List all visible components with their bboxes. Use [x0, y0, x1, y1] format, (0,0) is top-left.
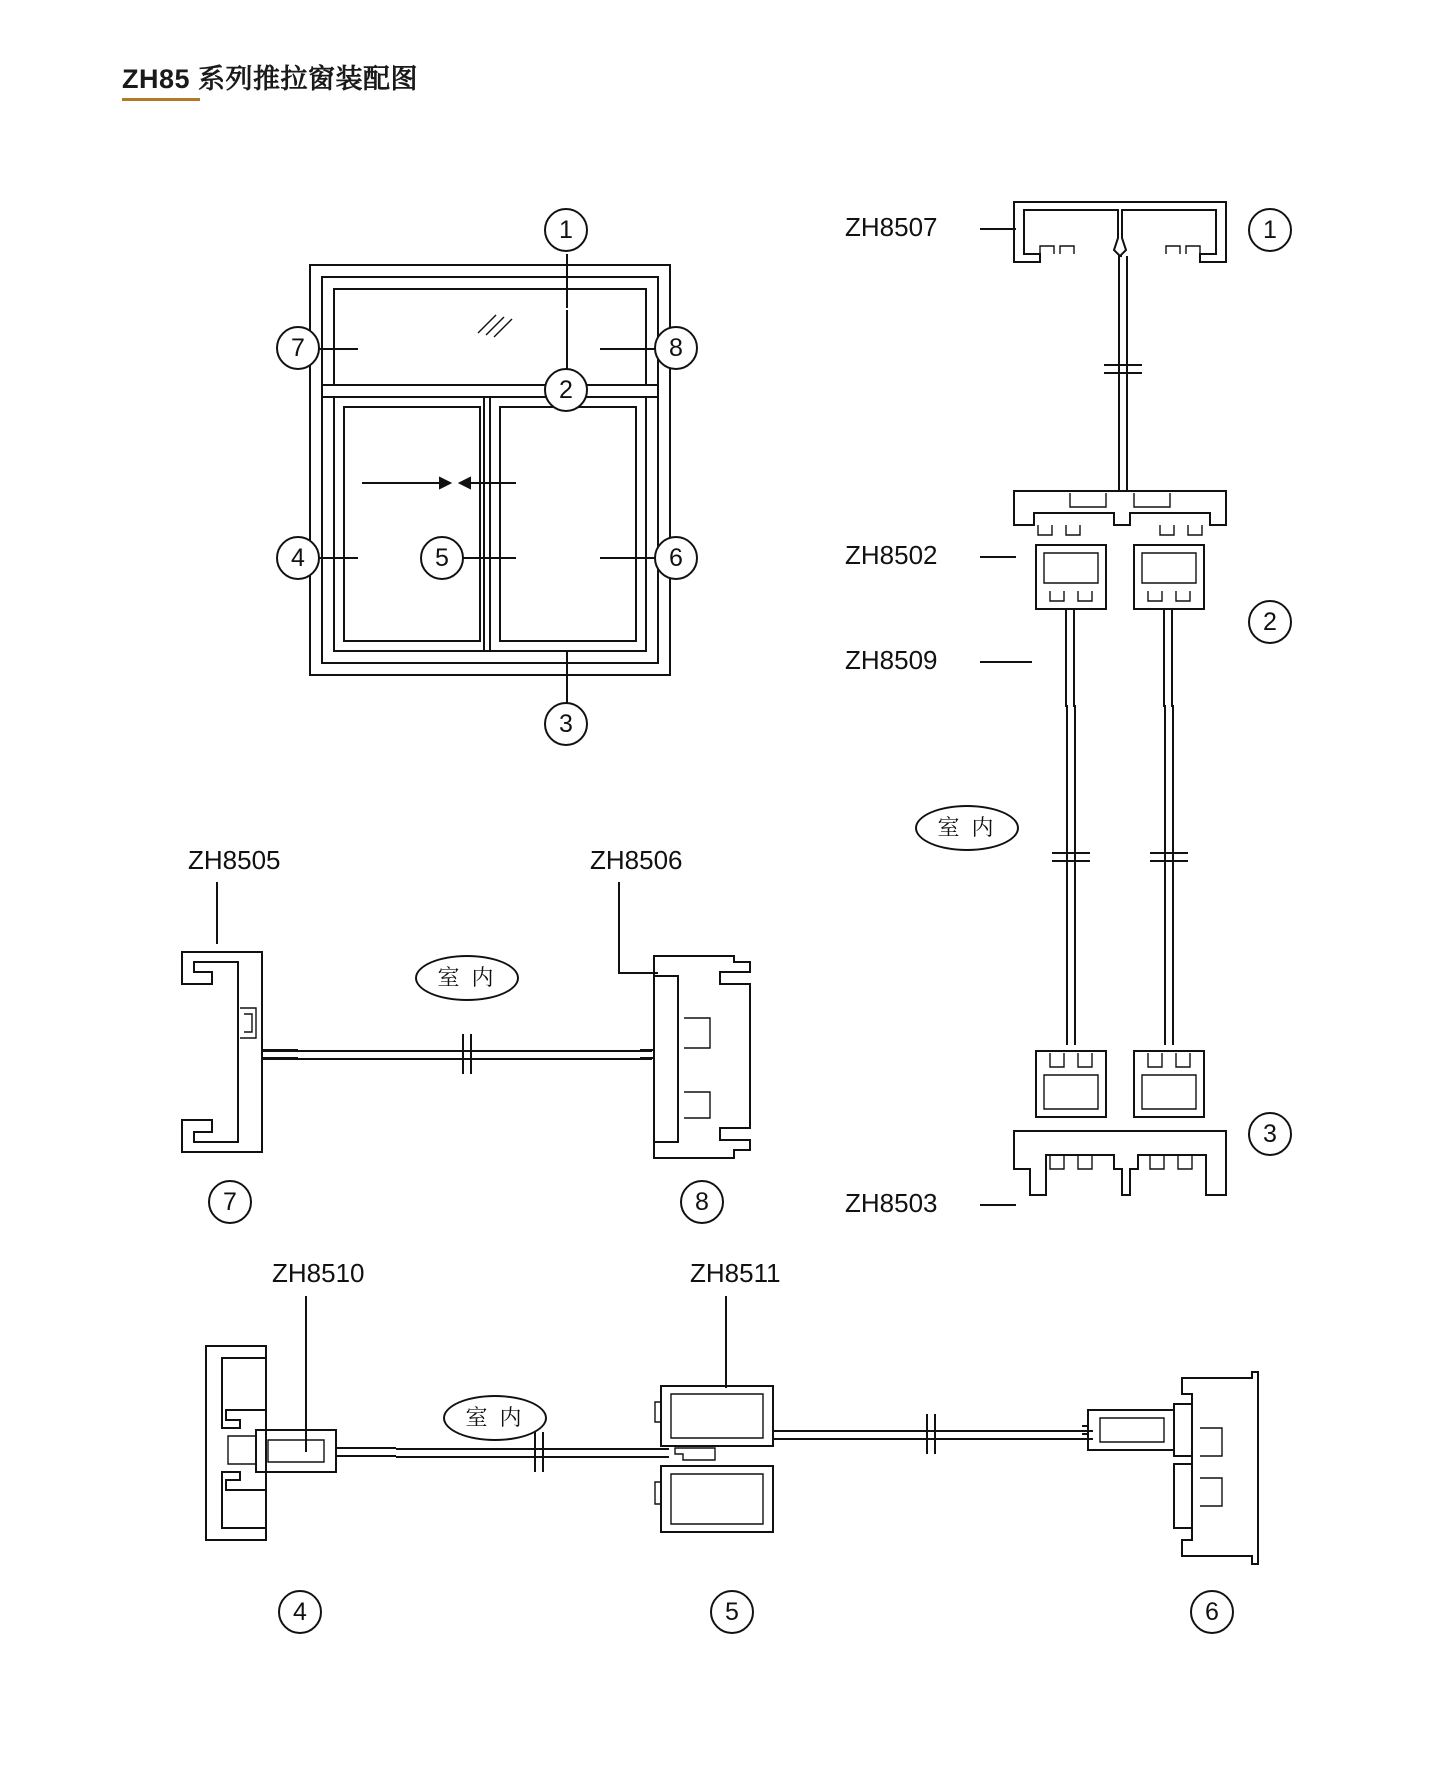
break-mark-3 [1052, 852, 1090, 854]
break-mark-h-2 [470, 1034, 472, 1074]
break-mark-4 [1052, 860, 1090, 862]
callout-5-section[interactable]: 5 [710, 1590, 754, 1634]
section-detail-1-head [1010, 198, 1240, 288]
interior-label-middle: 室 内 [415, 955, 519, 1001]
label-zh8506: ZH8506 [590, 845, 683, 875]
break-mark-h-4 [542, 1432, 544, 1472]
break-mark-h-1 [462, 1034, 464, 1074]
glass-run-2 [1074, 705, 1076, 1045]
elevation-leader-6 [600, 557, 658, 559]
callout-4-elevation[interactable]: 4 [276, 536, 320, 580]
section-detail-6-jamb [1082, 1368, 1262, 1568]
label-zh8510: ZH8510 [272, 1258, 365, 1288]
elevation-leader-2 [566, 310, 568, 370]
label-zh8511: ZH8511 [690, 1258, 781, 1288]
glass-run-4 [1172, 705, 1174, 1045]
section-break-mark-1 [1104, 364, 1142, 366]
leader-zh8502 [980, 556, 1016, 558]
callout-2-section[interactable]: 2 [1248, 600, 1292, 644]
label-zh8505: ZH8505 [188, 845, 281, 875]
callout-6-section[interactable]: 6 [1190, 1590, 1234, 1634]
glass-run-3 [1164, 705, 1166, 1045]
break-mark-h-6 [934, 1414, 936, 1454]
glass-h-7-1 [262, 1050, 652, 1052]
elevation-drawing [300, 255, 680, 685]
glass-h-4-2 [396, 1456, 666, 1458]
leader-zh8503 [980, 1204, 1016, 1206]
section-glass-line-left [1118, 256, 1120, 492]
label-zh8503: ZH8503 [845, 1188, 938, 1218]
section-detail-7-jamb [178, 942, 298, 1162]
label-zh8507: ZH8507 [845, 212, 938, 242]
leader-zh8505 [216, 882, 218, 944]
elevation-leader-1 [566, 254, 568, 308]
leader-zh8511 [725, 1296, 727, 1388]
section-detail-3-sill [1010, 1045, 1240, 1205]
leader-zh8506-v [618, 882, 620, 974]
section-glass-line-right [1126, 256, 1128, 492]
leader-zh8509 [980, 661, 1032, 663]
glass-h-5-1 [655, 1448, 669, 1450]
break-mark-h-3 [534, 1432, 536, 1472]
callout-3-elevation[interactable]: 3 [544, 702, 588, 746]
interior-label-vertical: 室 内 [915, 805, 1019, 851]
label-zh8502: ZH8502 [845, 540, 938, 570]
elevation-leader-3 [566, 650, 568, 704]
glass-h-4-1 [396, 1448, 666, 1450]
callout-2-elevation[interactable]: 2 [544, 368, 588, 412]
section-break-mark-2 [1104, 372, 1142, 374]
section-detail-2-sash [1010, 487, 1240, 707]
callout-3-section[interactable]: 3 [1248, 1112, 1292, 1156]
section-detail-8-jamb [640, 942, 770, 1162]
interior-label-bottom: 室 内 [443, 1395, 547, 1441]
callout-5-elevation[interactable]: 5 [420, 536, 464, 580]
glass-h-7-2 [262, 1058, 652, 1060]
title-underline [122, 98, 200, 101]
leader-zh8510 [305, 1296, 307, 1452]
glass-h-5-2 [655, 1456, 669, 1458]
leader-zh8507 [980, 228, 1016, 230]
leader-zh8506-h [618, 972, 658, 974]
section-detail-5-interlock [655, 1382, 785, 1542]
callout-4-section[interactable]: 4 [278, 1590, 322, 1634]
callout-8-section[interactable]: 8 [680, 1180, 724, 1224]
page-title-text: ZH85 系列推拉窗装配图 [122, 64, 419, 94]
break-mark-6 [1150, 860, 1188, 862]
callout-7-section[interactable]: 7 [208, 1180, 252, 1224]
break-mark-5 [1150, 852, 1188, 854]
section-detail-4-jamb [196, 1340, 396, 1540]
callout-1-section[interactable]: 1 [1248, 208, 1292, 252]
glass-h-5-4 [773, 1438, 1093, 1440]
elevation-leader-8 [600, 348, 658, 350]
label-zh8509: ZH8509 [845, 645, 938, 675]
callout-7-elevation[interactable]: 7 [276, 326, 320, 370]
elevation-leader-5 [460, 557, 516, 559]
page-title [122, 62, 418, 102]
callout-1-elevation[interactable]: 1 [544, 208, 588, 252]
glass-h-5-3 [773, 1430, 1093, 1432]
callout-6-elevation[interactable]: 6 [654, 536, 698, 580]
break-mark-h-5 [926, 1414, 928, 1454]
glass-run-1 [1066, 705, 1068, 1045]
callout-8-elevation[interactable]: 8 [654, 326, 698, 370]
